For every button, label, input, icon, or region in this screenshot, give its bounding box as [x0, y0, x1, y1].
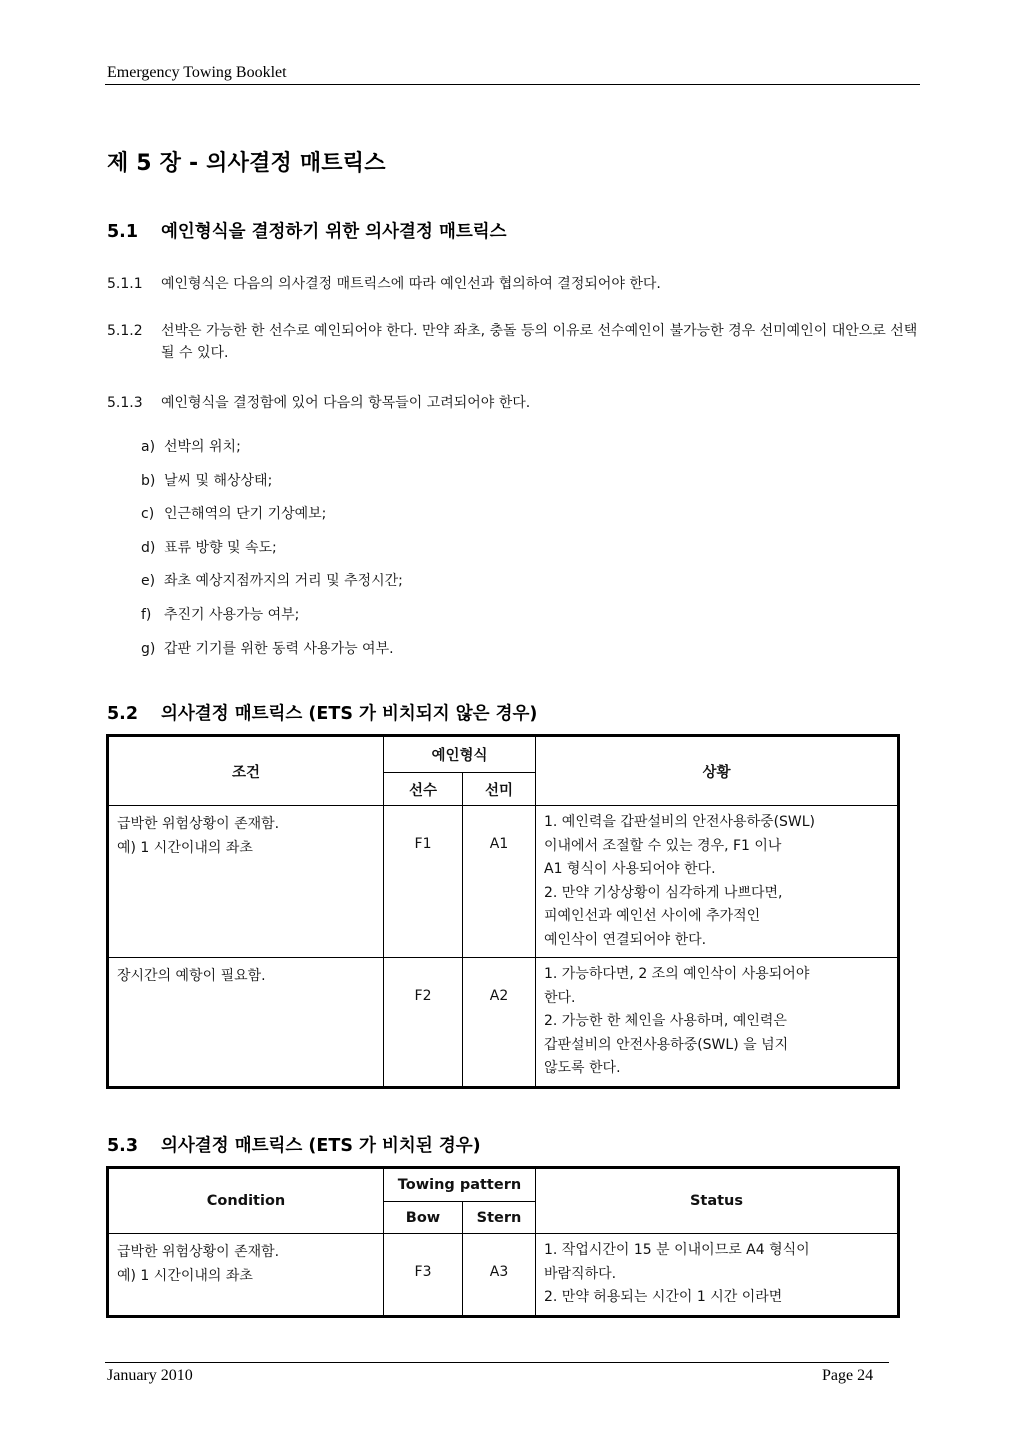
footer-page-number: Page 24	[822, 1367, 874, 1384]
condition-line: 예) 1 시간이내의 좌초	[117, 1268, 253, 1284]
status-line: 1. 가능하다면, 2 조의 예인삭이 사용되어야	[544, 966, 810, 982]
section-number: 5.2	[107, 704, 139, 724]
condition-cell	[108, 806, 384, 958]
status-line: 2. 만약 허용되는 시간이 1 시간 이라면	[544, 1289, 783, 1305]
list-text: 인근해역의 단기 기상예보;	[164, 506, 327, 523]
paragraph-number: 5.1.2	[107, 323, 143, 339]
status-line: 한다.	[544, 989, 576, 1006]
bow-code-cell: F1	[384, 806, 463, 958]
list-text: 좌초 예상지점까지의 거리 및 추정시간;	[164, 573, 403, 590]
header-bow: 선수	[384, 773, 463, 806]
header-bow: Bow	[384, 1202, 463, 1234]
consideration-list	[141, 436, 403, 671]
paragraph-number: 5.1.1	[107, 276, 143, 292]
header-condition: Condition	[108, 1168, 384, 1234]
status-line: 바람직하다.	[544, 1265, 617, 1282]
list-label: g)	[141, 640, 156, 657]
header-stern: 선미	[463, 773, 536, 806]
status-line: 2. 가능한 한 체인을 사용하며, 예인력은	[544, 1013, 787, 1029]
header-towing-pattern: 예인형식	[384, 736, 536, 773]
header-rule	[105, 84, 920, 85]
section-title-text: 의사결정 매트릭스 (ETS 가 비치되지 않은 경우)	[161, 704, 538, 724]
paragraph-text: 선박은 가능한 한 선수로 예인되어야 한다. 만약 좌초, 충돌 등의 이유로 선수예인이 불가능한 경우 선미예인이 대안으로 선택될 수 있다.	[161, 323, 918, 361]
list-text: 추진기 사용가능 여부;	[164, 606, 300, 623]
status-cell	[536, 806, 899, 958]
condition-cell	[108, 1234, 384, 1317]
header-stern: Stern	[463, 1202, 536, 1234]
condition-line: 급박한 위험상황이 존재함.	[117, 1244, 280, 1260]
list-item	[141, 537, 403, 571]
status-line: 예인삭이 연결되어야 한다.	[544, 931, 707, 948]
decision-matrix-table-no-ets	[106, 734, 900, 1089]
paragraph-5-1-2	[107, 320, 919, 364]
header-towing-pattern: Towing pattern	[384, 1168, 536, 1202]
section-5-3-heading	[107, 1132, 481, 1157]
paragraph-text: 예인형식은 다음의 의사결정 매트릭스에 따라 예인선과 협의하여 결정되어야 한다.	[161, 276, 661, 292]
condition-cell	[108, 958, 384, 1088]
footer-date: January 2010	[107, 1367, 193, 1384]
list-label: b)	[141, 472, 156, 489]
stern-code-cell: A2	[463, 958, 536, 1088]
paragraph-text: 예인형식을 결정함에 있어 다음의 항목들이 고려되어야 한다.	[161, 395, 531, 411]
status-line: 2. 만약 기상상황이 심각하게 나쁘다면,	[544, 884, 783, 901]
table-row	[108, 958, 899, 1088]
status-line: 1. 작업시간이 15 분 이내이므로 A4 형식이	[544, 1242, 810, 1258]
section-number: 5.3	[107, 1136, 139, 1156]
section-title-text: 의사결정 매트릭스 (ETS 가 비치된 경우)	[161, 1136, 481, 1156]
status-line: 이내에서 조절할 수 있는 경우, F1 이나	[544, 837, 782, 854]
paragraph-5-1-3	[107, 392, 919, 414]
paragraph-5-1-1	[107, 273, 919, 295]
stern-code-cell: A3	[463, 1234, 536, 1317]
bow-code-cell: F2	[384, 958, 463, 1088]
list-label: e)	[141, 573, 156, 590]
table-row	[108, 806, 899, 958]
list-item	[141, 436, 403, 470]
condition-line: 예) 1 시간이내의 좌초	[117, 840, 253, 856]
status-cell	[536, 1234, 899, 1317]
list-item	[141, 570, 403, 604]
section-5-1-heading	[107, 218, 507, 243]
list-text: 갑판 기기를 위한 동력 사용가능 여부.	[164, 640, 394, 657]
list-item	[141, 604, 403, 638]
status-line: 피예인선과 예인선 사이에 추가적인	[544, 908, 761, 924]
status-line: 갑판설비의 안전사용하중(SWL) 을 넘지	[544, 1036, 789, 1053]
list-label: f)	[141, 606, 152, 623]
status-line: 않도록 한다.	[544, 1060, 621, 1076]
list-text: 선박의 위치;	[164, 439, 241, 455]
condition-line: 급박한 위험상황이 존재함.	[117, 816, 280, 832]
list-label: a)	[141, 439, 156, 455]
header-status: 상황	[536, 736, 899, 806]
list-label: d)	[141, 539, 156, 556]
decision-matrix-table-with-ets	[106, 1166, 900, 1318]
footer-rule	[105, 1362, 889, 1363]
status-line: A1 형식이 사용되어야 한다.	[544, 861, 716, 877]
header-condition: 조건	[108, 736, 384, 806]
list-item	[141, 638, 403, 672]
list-label: c)	[141, 506, 155, 523]
status-cell	[536, 958, 899, 1088]
chapter-title: 제 5 장 - 의사결정 매트릭스	[107, 151, 386, 176]
list-text: 표류 방향 및 속도;	[164, 539, 277, 556]
running-header: Emergency Towing Booklet	[107, 64, 287, 81]
bow-code-cell: F3	[384, 1234, 463, 1317]
paragraph-number: 5.1.3	[107, 395, 143, 411]
section-title-text: 예인형식을 결정하기 위한 의사결정 매트릭스	[161, 222, 507, 242]
table-row	[108, 1234, 899, 1317]
header-status: Status	[536, 1168, 899, 1234]
section-number: 5.1	[107, 222, 139, 242]
list-item	[141, 503, 403, 537]
stern-code-cell: A1	[463, 806, 536, 958]
section-5-2-heading	[107, 700, 537, 725]
condition-line: 장시간의 예항이 필요함.	[117, 968, 266, 984]
list-item	[141, 470, 403, 504]
list-text: 날씨 및 해상상태;	[164, 472, 273, 489]
status-line: 1. 예인력을 갑판설비의 안전사용하중(SWL)	[544, 814, 816, 830]
